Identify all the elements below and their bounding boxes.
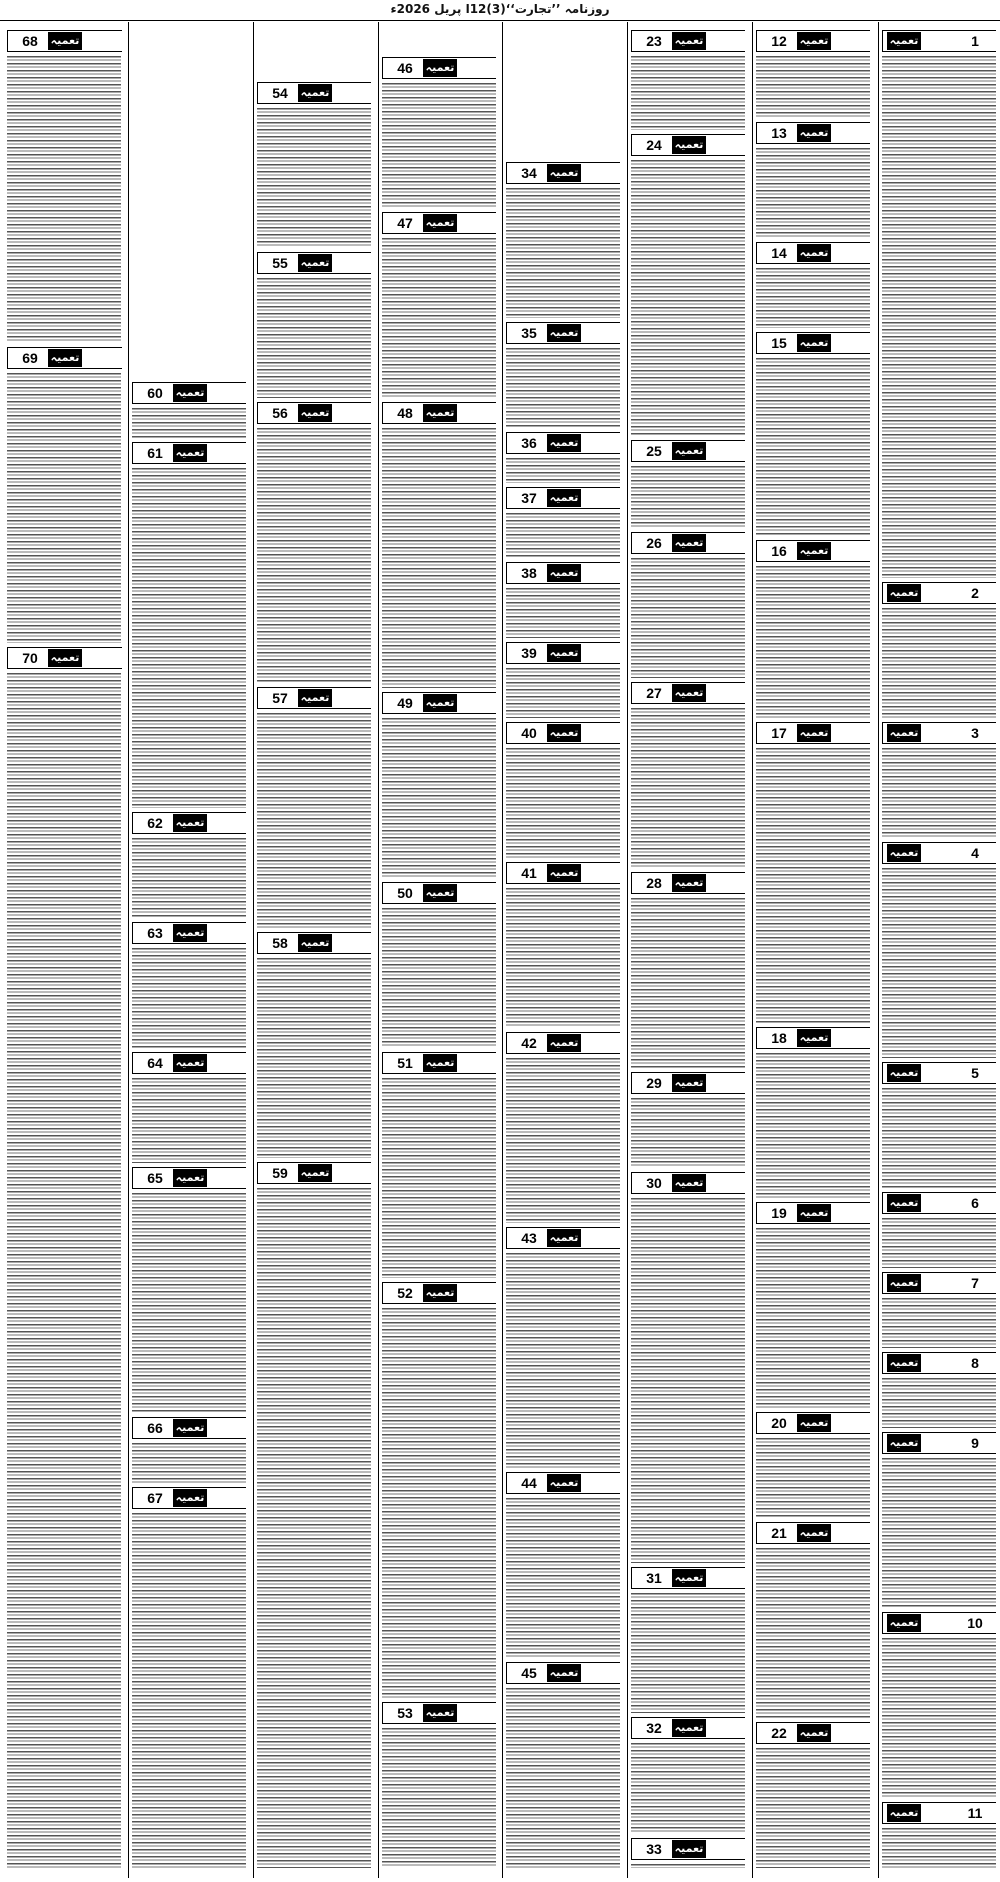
item-text-block [756,148,870,238]
heading-label: تعمیہ [887,1434,921,1452]
item-heading [132,1417,246,1439]
heading-label: تعمیہ [298,1164,332,1182]
item-text-block [506,748,620,858]
item-heading [506,1472,620,1494]
item-text-block [132,1078,246,1163]
item-number: 1 [971,33,979,49]
item-number: 69 [22,350,38,366]
item-heading [257,1162,371,1184]
heading-label: تعمیہ [672,32,706,50]
item-text-block [506,588,620,638]
item-number: 35 [521,325,537,341]
item-text-block [756,1228,870,1408]
item-heading [756,1522,870,1544]
heading-label: تعمیہ [173,444,207,462]
heading-label: تعمیہ [887,844,921,862]
item-heading [506,1032,620,1054]
column-c1 [878,22,996,1878]
item-number: 21 [771,1525,787,1541]
column-c4 [502,22,620,1878]
item-number: 45 [521,1665,537,1681]
item-heading [756,242,870,264]
item-heading [257,687,371,709]
item-number: 57 [272,690,288,706]
item-number: 41 [521,865,537,881]
item-heading [882,582,996,604]
item-number: 5 [971,1065,979,1081]
item-number: 67 [147,1490,163,1506]
heading-label: تعمیہ [173,384,207,402]
item-heading [631,440,745,462]
heading-label: تعمیہ [672,874,706,892]
item-heading [7,30,122,52]
item-heading [882,1802,996,1824]
item-number: 10 [967,1615,983,1631]
item-heading [506,562,620,584]
heading-label: تعمیہ [672,1074,706,1092]
item-number: 61 [147,445,163,461]
item-heading [506,1662,620,1684]
item-number: 25 [646,443,662,459]
item-number: 32 [646,1720,662,1736]
item-number: 62 [147,815,163,831]
item-number: 60 [147,385,163,401]
item-number: 6 [971,1195,979,1211]
item-text-block [882,1378,996,1428]
item-heading [257,252,371,274]
item-number: 8 [971,1355,979,1371]
item-text-block [756,268,870,328]
item-text-block [631,1864,745,1868]
item-heading [631,30,745,52]
heading-label: تعمیہ [887,1064,921,1082]
item-text-block [257,108,371,248]
item-text-block [506,458,620,483]
heading-label: تعمیہ [797,1414,831,1432]
heading-label: تعمیہ [423,59,457,77]
item-text-block [7,673,121,1868]
item-text-block [882,748,996,838]
item-text-block [631,160,745,436]
item-heading [382,1702,496,1724]
heading-label: تعمیہ [547,644,581,662]
item-heading [756,1722,870,1744]
heading-label: تعمیہ [887,1274,921,1292]
item-number: 47 [397,215,413,231]
item-number: 17 [771,725,787,741]
item-number: 3 [971,725,979,741]
item-heading [631,1072,745,1094]
item-heading [132,812,246,834]
item-number: 13 [771,125,787,141]
item-heading [506,1227,620,1249]
item-number: 7 [971,1275,979,1291]
heading-label: تعمیہ [547,1034,581,1052]
item-text-block [756,566,870,718]
item-heading [506,432,620,454]
item-number: 16 [771,543,787,559]
heading-label: تعمیہ [672,534,706,552]
item-heading [382,1282,496,1304]
heading-label: تعمیہ [672,442,706,460]
item-number: 22 [771,1725,787,1741]
item-text-block [132,1193,246,1413]
item-text-block [506,668,620,718]
heading-label: تعمیہ [887,1194,921,1212]
item-number: 38 [521,565,537,581]
heading-label: تعمیہ [547,1229,581,1247]
item-heading [7,347,122,369]
heading-label: تعمیہ [547,724,581,742]
item-number: 9 [971,1435,979,1451]
item-heading [756,1412,870,1434]
heading-label: تعمیہ [173,1169,207,1187]
item-text-block [382,1078,496,1278]
item-heading [506,162,620,184]
item-number: 23 [646,33,662,49]
item-number: 70 [22,650,38,666]
heading-label: تعمیہ [547,1664,581,1682]
item-text-block [756,56,870,118]
item-number: 65 [147,1170,163,1186]
item-heading [882,30,996,52]
item-number: 12 [771,33,787,49]
heading-label: تعمیہ [547,434,581,452]
heading-label: تعمیہ [423,1054,457,1072]
item-heading [506,862,620,884]
item-heading [257,932,371,954]
item-heading [631,1717,745,1739]
heading-label: تعمیہ [547,164,581,182]
item-text-block [631,1593,745,1713]
heading-label: تعمیہ [173,924,207,942]
item-text-block [882,868,996,1058]
item-number: 50 [397,885,413,901]
item-heading [132,1167,246,1189]
heading-label: تعمیہ [797,334,831,352]
heading-label: تعمیہ [298,84,332,102]
column-c5 [378,22,496,1878]
heading-label: تعمیہ [48,649,82,667]
item-text-block [382,1728,496,1868]
item-text-block [631,56,745,130]
item-heading [382,882,496,904]
item-number: 27 [646,685,662,701]
item-heading [132,442,246,464]
item-heading [631,682,745,704]
heading-label: تعمیہ [672,1719,706,1737]
heading-label: تعمیہ [887,1354,921,1372]
item-number: 54 [272,85,288,101]
item-number: 46 [397,60,413,76]
item-number: 24 [646,137,662,153]
item-number: 63 [147,925,163,941]
item-heading [631,134,745,156]
item-text-block [882,1638,996,1798]
item-heading [756,332,870,354]
item-text-block [631,1198,745,1563]
item-number: 52 [397,1285,413,1301]
item-text-block [506,1498,620,1658]
item-text-block [631,1098,745,1168]
heading-label: تعمیہ [423,1284,457,1302]
heading-label: تعمیہ [423,694,457,712]
heading-label: تعمیہ [48,32,82,50]
item-text-block [382,718,496,878]
item-heading [132,1052,246,1074]
item-number: 66 [147,1420,163,1436]
item-text-block [257,428,371,683]
item-number: 19 [771,1205,787,1221]
item-heading [756,540,870,562]
item-text-block [132,948,246,1048]
heading-label: تعمیہ [423,404,457,422]
heading-label: تعمیہ [887,584,921,602]
item-text-block [882,1218,996,1268]
heading-label: تعمیہ [797,1724,831,1742]
item-heading [506,642,620,664]
item-heading [756,1027,870,1049]
item-text-block [631,1743,745,1834]
heading-label: تعمیہ [672,1840,706,1858]
item-number: 49 [397,695,413,711]
heading-label: تعمیہ [797,1029,831,1047]
item-text-block [756,1438,870,1518]
item-heading [756,722,870,744]
item-text-block [631,708,745,868]
heading-label: تعمیہ [672,136,706,154]
item-heading [756,30,870,52]
item-text-block [506,513,620,558]
heading-label: تعمیہ [547,564,581,582]
item-number: 26 [646,535,662,551]
item-text-block [132,408,246,438]
item-text-block [132,838,246,918]
item-text-block [882,56,996,578]
item-text-block [631,466,745,528]
item-number: 18 [771,1030,787,1046]
heading-label: تعمیہ [672,1174,706,1192]
item-heading [882,722,996,744]
item-heading [382,57,496,79]
item-text-block [257,1188,371,1868]
item-number: 2 [971,585,979,601]
item-number: 33 [646,1841,662,1857]
item-number: 48 [397,405,413,421]
item-text-block [882,1458,996,1608]
item-text-block [257,278,371,398]
item-heading [382,1052,496,1074]
item-number: 31 [646,1570,662,1586]
heading-label: تعمیہ [797,1204,831,1222]
item-text-block [7,56,121,343]
item-text-block [132,1443,246,1483]
item-number: 4 [971,845,979,861]
item-heading [882,1432,996,1454]
item-text-block [506,1688,620,1868]
heading-label: تعمیہ [298,254,332,272]
heading-label: تعمیہ [797,244,831,262]
heading-label: تعمیہ [887,1614,921,1632]
item-heading [506,722,620,744]
item-heading [631,1567,745,1589]
item-heading [506,322,620,344]
item-text-block [756,1053,870,1198]
heading-label: تعمیہ [173,814,207,832]
item-text-block [506,1058,620,1223]
item-number: 64 [147,1055,163,1071]
page-title: روزنامہ ’’تجارت‘‘(3)12ا پریل 2026ء [390,2,610,16]
heading-label: تعمیہ [423,1704,457,1722]
heading-label: تعمیہ [423,884,457,902]
item-heading [882,1272,996,1294]
item-heading [132,382,246,404]
heading-label: تعمیہ [423,214,457,232]
item-heading [7,647,122,669]
item-text-block [382,908,496,1048]
item-text-block [882,1828,996,1868]
item-text-block [631,558,745,678]
heading-label: تعمیہ [797,124,831,142]
heading-label: تعمیہ [672,1569,706,1587]
heading-label: تعمیہ [547,324,581,342]
item-heading [382,212,496,234]
item-number: 51 [397,1055,413,1071]
item-number: 39 [521,645,537,661]
heading-label: تعمیہ [797,724,831,742]
heading-label: تعمیہ [298,689,332,707]
column-c2 [752,22,870,1878]
item-number: 40 [521,725,537,741]
item-heading [631,1838,745,1860]
item-text-block [756,358,870,536]
item-number: 34 [521,165,537,181]
item-number: 29 [646,1075,662,1091]
page-header [0,0,1000,21]
item-number: 11 [967,1805,983,1821]
heading-label: تعمیہ [173,1419,207,1437]
item-text-block [7,373,121,643]
item-text-block [382,238,496,398]
item-heading [506,487,620,509]
heading-label: تعمیہ [547,864,581,882]
item-number: 55 [272,255,288,271]
item-text-block [506,888,620,1028]
item-heading [382,402,496,424]
item-number: 14 [771,245,787,261]
item-number: 15 [771,335,787,351]
item-number: 37 [521,490,537,506]
item-heading [631,872,745,894]
heading-label: تعمیہ [887,724,921,742]
heading-label: تعمیہ [547,1474,581,1492]
column-c6 [253,22,371,1878]
item-text-block [882,608,996,718]
heading-label: تعمیہ [298,404,332,422]
item-text-block [132,1513,246,1868]
column-c3 [627,22,745,1878]
item-text-block [257,713,371,928]
item-heading [882,1612,996,1634]
item-number: 53 [397,1705,413,1721]
item-text-block [382,83,496,208]
item-heading [132,1487,246,1509]
column-c8 [4,22,122,1878]
item-text-block [631,898,745,1068]
heading-label: تعمیہ [797,1524,831,1542]
item-heading [756,122,870,144]
item-heading [382,692,496,714]
item-text-block [382,428,496,688]
item-heading [257,402,371,424]
item-number: 20 [771,1415,787,1431]
item-text-block [132,468,246,808]
item-number: 59 [272,1165,288,1181]
item-heading [631,532,745,554]
item-text-block [506,188,620,318]
item-number: 30 [646,1175,662,1191]
heading-label: تعمیہ [797,32,831,50]
item-heading [882,1062,996,1084]
item-heading [132,922,246,944]
heading-label: تعمیہ [887,1804,921,1822]
item-text-block [506,348,620,428]
heading-label: تعمیہ [672,684,706,702]
item-text-block [756,1748,870,1868]
item-number: 43 [521,1230,537,1246]
item-heading [882,842,996,864]
item-heading [257,82,371,104]
heading-label: تعمیہ [797,542,831,560]
column-c7 [128,22,246,1878]
item-text-block [756,748,870,1023]
item-number: 36 [521,435,537,451]
item-number: 28 [646,875,662,891]
item-number: 42 [521,1035,537,1051]
item-number: 68 [22,33,38,49]
item-number: 56 [272,405,288,421]
item-text-block [382,1308,496,1698]
item-heading [631,1172,745,1194]
item-text-block [882,1298,996,1348]
heading-label: تعمیہ [173,1054,207,1072]
item-text-block [506,1253,620,1468]
item-text-block [257,958,371,1158]
item-text-block [882,1088,996,1188]
item-heading [882,1352,996,1374]
item-heading [756,1202,870,1224]
item-heading [882,1192,996,1214]
item-text-block [756,1548,870,1718]
heading-label: تعمیہ [48,349,82,367]
heading-label: تعمیہ [173,1489,207,1507]
heading-label: تعمیہ [298,934,332,952]
heading-label: تعمیہ [887,32,921,50]
item-number: 44 [521,1475,537,1491]
heading-label: تعمیہ [547,489,581,507]
item-number: 58 [272,935,288,951]
